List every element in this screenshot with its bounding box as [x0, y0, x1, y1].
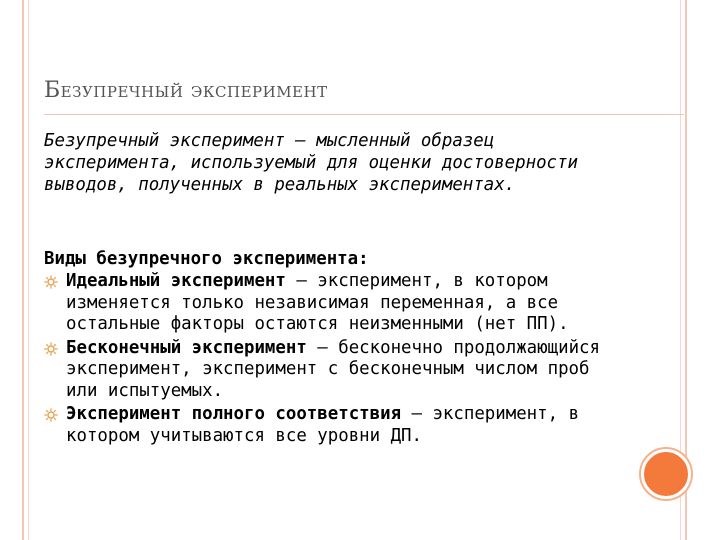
type-term: Бесконечный эксперимент: [66, 337, 307, 358]
list-item: [44, 338, 604, 403]
type-term: Эксперимент полного соответствия: [66, 404, 402, 424]
list-item: [44, 271, 604, 336]
sun-bullet-icon: [44, 275, 58, 289]
type-description: – эксперимент, в котором изменяется только независимая переменная, а все остальные факторы остаются неизменными (нет ПП).: [66, 271, 569, 334]
list-item: [44, 404, 604, 447]
title-divider: [44, 114, 684, 115]
orange-circle-icon: [641, 449, 691, 499]
type-description: – эксперимент, в котором учитываются все уровни ДП.: [66, 404, 580, 446]
types-list: [44, 271, 604, 449]
type-term: Идеальный эксперимент: [66, 271, 286, 291]
type-description: – бесконечно продолжающийся эксперимент, эксперимент с бесконечным числом проб или испытуемых.: [66, 337, 600, 401]
definition-text: Безупречный эксперимент – мысленный образец эксперимента, используемый для оценки достоверности выводов, полученных в реальных экспериментах.: [44, 131, 578, 195]
sun-bullet-icon: [44, 342, 58, 356]
sun-bullet-icon: [44, 408, 58, 422]
slide-title: Безупречный эксперимент: [44, 78, 328, 103]
types-heading: Виды безупречного эксперимента:: [44, 249, 369, 269]
